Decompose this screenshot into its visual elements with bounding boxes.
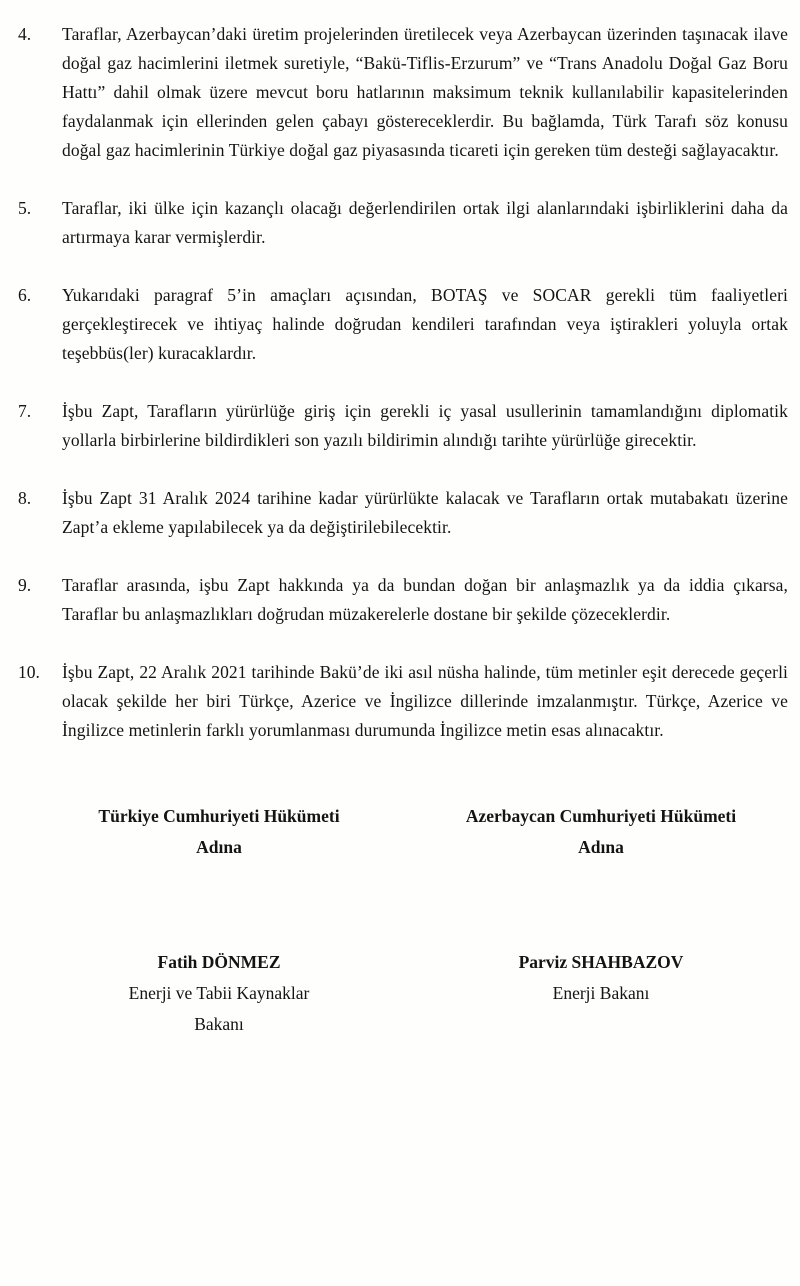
list-item-7 [16,397,788,455]
signer-role-azerbaijan-line1: Enerji Bakanı [552,983,650,1003]
signatory-on-behalf-azerbaijan: Adına [578,837,624,857]
signer-name-azerbaijan: Parviz SHAHBAZOV [518,952,684,972]
item-text: İşbu Zapt, Tarafların yürürlüğe giriş için gerekli iç yasal usullerinin tamamlandığını diplomatik yollarla birbirlerine bildirdikleri son yazılı bildirimin alındığı tarihte yürürlüğe girecektir. [62,401,788,450]
list-item-10 [16,658,788,745]
item-text: Taraflar, iki ülke için kazançlı olacağı değerlendirilen ortak ilgi alanlarındaki işbirliklerini daha da artırmaya karar vermişlerdir. [62,198,788,247]
item-number: 6. [18,285,32,305]
item-number: 9. [18,575,32,595]
item-text: İşbu Zapt, 22 Aralık 2021 tarihinde Bakü’de iki asıl nüsha halinde, tüm metinler eşit derecede geçerli olacak şekilde her biri Türkçe, Azerice ve İngilizce dillerinde imzalanmıştır. Türkçe, Azerice ve İngilizce metinlerin farklı yorumlanması durumunda İngilizce metin esas alınacaktır. [62,662,788,740]
signature-block-azerbaijan [436,801,766,863]
signatory-org-azerbaijan: Azerbaycan Cumhuriyeti Hükümeti [465,806,737,826]
signature-names-row [16,947,788,1040]
item-text: Yukarıdaki paragraf 5’in amaçları açısından, BOTAŞ ve SOCAR gerekli tüm faaliyetleri gerçekleştirecek ve ihtiyaç halinde doğrudan kendileri tarafından veya iştirakleri yoluyla ortak teşebbüs(ler) kuracaklardır. [62,285,788,363]
list-item-4 [16,20,788,165]
signatory-org-turkey: Türkiye Cumhuriyeti Hükümeti [98,806,340,826]
list-item-6 [16,281,788,368]
item-number: 4. [18,24,32,44]
item-text: Taraflar, Azerbaycan’daki üretim projelerinden üretilecek veya Azerbaycan üzerinden taşınacak ilave doğal gaz hacimlerini iletmek suretiyle, “Bakü-Tiflis-Erzurum” ve “Trans Anadolu Doğal Gaz Boru Hattı” dahil olmak üzere mevcut boru hatlarının maksimum teknik kullanılabilir kapasitelerinden faydalanmak için ellerinden gelen çabayı göstereceklerdir. Bu bağlamda, Türk Tarafı söz konusu doğal gaz hacimlerinin Türkiye doğal gaz piyasasında ticareti için gereken tüm desteği sağlayacaktır. [62,24,788,160]
signer-role-turkey-line1: Enerji ve Tabii Kaynaklar [128,983,310,1003]
signature-block-turkey [64,801,374,863]
signer-name-turkey: Fatih DÖNMEZ [157,952,281,972]
signer-turkey [64,947,374,1040]
list-item-9 [16,571,788,629]
list-item-8 [16,484,788,542]
signer-azerbaijan [436,947,766,1040]
item-text: İşbu Zapt 31 Aralık 2024 tarihine kadar yürürlükte kalacak ve Tarafların ortak mutabakatı üzerine Zapt’a ekleme yapılabilecek ya da değiştirilebilecektir. [62,488,788,537]
signatory-on-behalf-turkey: Adına [196,837,242,857]
item-number: 8. [18,488,32,508]
list-item-5 [16,194,788,252]
signature-titles-row [16,801,788,863]
item-text: Taraflar arasında, işbu Zapt hakkında ya da bundan doğan bir anlaşmazlık ya da iddia çıkarsa, Taraflar bu anlaşmazlıkları doğrudan müzakerelerle dostane bir şekilde çözeceklerdir. [62,575,788,624]
signer-role-turkey-line2: Bakanı [194,1014,244,1034]
item-number: 5. [18,198,32,218]
item-number: 7. [18,401,32,421]
item-number: 10. [18,662,40,682]
